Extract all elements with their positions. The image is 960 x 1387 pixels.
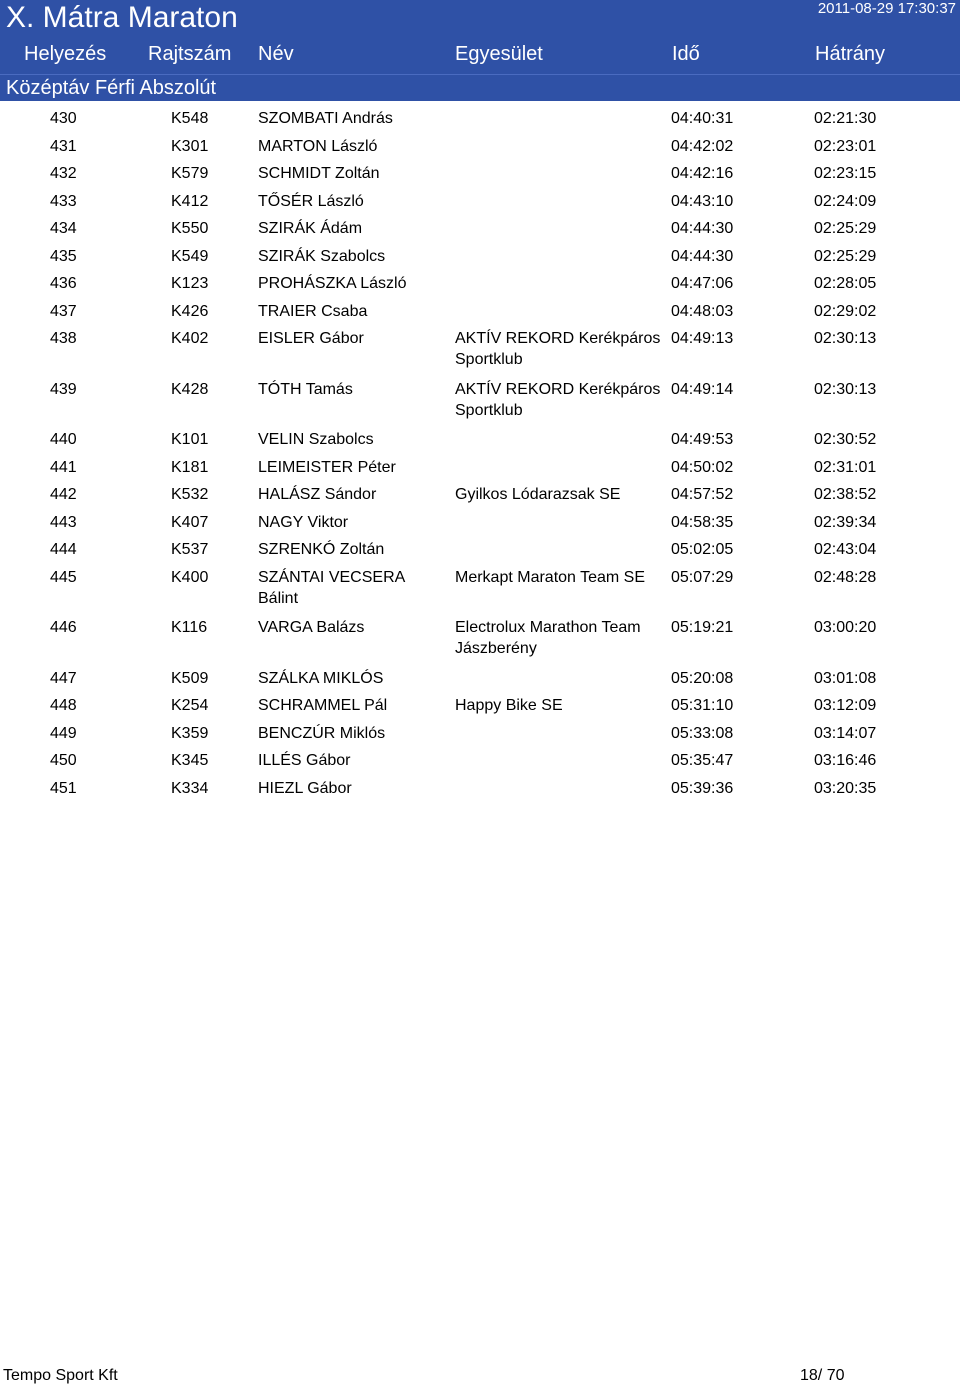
cell-gap: 02:25:29	[814, 220, 877, 237]
cell-gap: 02:31:01	[814, 458, 877, 476]
cell-time: 04:43:10	[671, 192, 734, 210]
results-table	[0, 105, 960, 802]
cell-time: 05:19:21	[671, 619, 734, 636]
cell-name: EISLER Gábor	[258, 330, 364, 347]
cell-name: SCHMIDT Zoltán	[258, 165, 380, 182]
table-row	[0, 720, 960, 748]
table-row	[0, 536, 960, 564]
cell-time: 04:42:02	[671, 137, 734, 155]
cell-bib: K101	[171, 431, 209, 448]
cell-name: SZIRÁK Ádám	[258, 220, 363, 237]
cell-gap: 03:14:07	[814, 724, 877, 742]
cell-gap: 02:48:28	[814, 568, 877, 586]
cell-bib: K181	[171, 458, 209, 476]
cell-rank: 451	[50, 779, 77, 797]
cell-bib: K407	[171, 513, 209, 531]
cell-rank: 437	[50, 302, 77, 320]
column-header-rank: Helyezés	[24, 43, 107, 65]
category-label: Középtáv Férfi Abszolút	[6, 77, 217, 99]
cell-club: Merkapt Maraton Team SE	[455, 568, 646, 586]
cell-bib: K549	[171, 247, 209, 265]
table-row	[0, 243, 960, 271]
cell-rank: 441	[50, 458, 77, 476]
cell-time: 04:47:06	[671, 275, 734, 292]
cell-rank: 446	[50, 619, 77, 636]
column-header-bib: Rajtszám	[148, 43, 232, 65]
cell-time: 04:58:35	[671, 513, 734, 531]
cell-name: HIEZL Gábor	[258, 779, 352, 797]
cell-gap: 02:23:01	[814, 137, 877, 155]
cell-bib: K123	[171, 275, 209, 292]
cell-time: 04:49:13	[671, 330, 734, 347]
cell-gap: 02:25:29	[814, 247, 877, 265]
cell-time: 05:35:47	[671, 752, 734, 769]
cell-name: TRAIER Csaba	[258, 302, 368, 320]
cell-time: 05:39:36	[671, 779, 734, 797]
table-row	[0, 747, 960, 775]
cell-gap: 02:24:09	[814, 192, 877, 210]
cell-name: SCHRAMMEL Pál	[258, 697, 388, 714]
cell-time: 05:31:10	[671, 697, 734, 714]
cell-club: Gyilkos Lódarazsak SE	[455, 486, 621, 503]
cell-name: SZÁNTAI VECSERA Bálint	[258, 568, 405, 607]
cell-gap: 02:38:52	[814, 486, 877, 503]
cell-time: 04:44:30	[671, 220, 734, 237]
cell-rank: 447	[50, 669, 77, 687]
cell-name: SZÁLKA MIKLÓS	[258, 669, 384, 687]
cell-time: 04:48:03	[671, 302, 734, 320]
cell-rank: 435	[50, 247, 77, 265]
cell-club: AKTÍV REKORD Kerékpáros Sportklub	[455, 380, 661, 419]
table-row	[0, 614, 960, 665]
cell-bib: K550	[171, 220, 209, 237]
table-row	[0, 454, 960, 482]
cell-gap: 03:16:46	[814, 752, 877, 769]
cell-gap: 02:21:30	[814, 110, 877, 127]
cell-bib: K254	[171, 697, 209, 714]
table-row	[0, 160, 960, 188]
cell-rank: 433	[50, 192, 77, 210]
footer-company: Tempo Sport Kft	[3, 1367, 118, 1384]
cell-gap: 02:43:04	[814, 541, 877, 558]
table-row	[0, 270, 960, 298]
cell-name: VELIN Szabolcs	[258, 431, 374, 448]
cell-rank: 434	[50, 220, 77, 237]
column-header-gap: Hátrány	[815, 43, 886, 65]
cell-gap: 02:39:34	[814, 513, 877, 531]
print-timestamp: 2011-08-29 17:30:37	[817, 0, 956, 17]
cell-name: MARTON László	[258, 137, 378, 155]
footer-page-number: 18/ 70	[800, 1367, 845, 1384]
cell-time: 04:40:31	[671, 110, 734, 127]
cell-club: AKTÍV REKORD Kerékpáros Sportklub	[455, 330, 661, 368]
cell-time: 04:57:52	[671, 486, 734, 503]
table-row	[0, 692, 960, 720]
cell-time: 04:50:02	[671, 458, 734, 476]
column-header-time: Idő	[672, 43, 700, 65]
cell-bib: K402	[171, 330, 209, 347]
cell-time: 04:42:16	[671, 165, 734, 182]
table-row	[0, 509, 960, 537]
cell-rank: 443	[50, 513, 77, 531]
cell-name: NAGY Viktor	[258, 513, 349, 531]
cell-rank: 436	[50, 275, 77, 292]
cell-bib: K412	[171, 192, 209, 210]
cell-name: HALÁSZ Sándor	[258, 486, 377, 503]
cell-gap: 03:00:20	[814, 619, 877, 636]
cell-bib: K509	[171, 669, 209, 687]
cell-name: ILLÉS Gábor	[258, 752, 351, 769]
cell-gap: 02:30:52	[814, 431, 877, 448]
cell-gap: 02:30:13	[814, 330, 877, 347]
cell-name: TŐSÉR László	[258, 192, 364, 210]
table-row	[0, 376, 960, 427]
cell-time: 04:44:30	[671, 247, 734, 265]
cell-bib: K345	[171, 752, 209, 769]
cell-gap: 02:23:15	[814, 165, 877, 182]
cell-time: 05:33:08	[671, 724, 734, 742]
table-row	[0, 188, 960, 216]
cell-name: BENCZÚR Miklós	[258, 724, 386, 742]
cell-name: PROHÁSZKA László	[258, 275, 407, 292]
cell-time: 04:49:14	[671, 380, 734, 398]
cell-name: TÓTH Tamás	[258, 380, 353, 398]
table-row	[0, 665, 960, 693]
cell-rank: 440	[50, 431, 77, 448]
cell-name: SZIRÁK Szabolcs	[258, 247, 386, 265]
cell-rank: 432	[50, 165, 77, 182]
cell-time: 05:07:29	[671, 568, 734, 586]
cell-rank: 448	[50, 697, 77, 714]
cell-rank: 431	[50, 137, 77, 155]
table-row	[0, 133, 960, 161]
cell-bib: K400	[171, 568, 209, 586]
table-row	[0, 105, 960, 133]
cell-time: 04:49:53	[671, 431, 734, 448]
column-header-name: Név	[258, 43, 294, 65]
table-row	[0, 215, 960, 243]
table-row	[0, 298, 960, 326]
table-row	[0, 325, 960, 376]
cell-rank: 430	[50, 110, 77, 127]
table-row	[0, 426, 960, 454]
cell-gap: 02:28:05	[814, 275, 877, 292]
cell-rank: 449	[50, 724, 77, 742]
cell-rank: 444	[50, 541, 77, 558]
cell-name: SZRENKÓ Zoltán	[258, 541, 385, 558]
cell-bib: K301	[171, 137, 209, 155]
cell-gap: 02:30:13	[814, 380, 877, 398]
cell-bib: K548	[171, 110, 209, 127]
column-header-club: Egyesület	[455, 43, 543, 65]
cell-name: VARGA Balázs	[258, 619, 365, 636]
page-title: X. Mátra Maraton	[6, 1, 238, 34]
cell-bib: K532	[171, 486, 209, 503]
cell-club: Happy Bike SE	[455, 697, 563, 714]
cell-bib: K359	[171, 724, 209, 742]
cell-gap: 03:01:08	[814, 669, 877, 687]
cell-rank: 450	[50, 752, 77, 769]
cell-club: Electrolux Marathon Team Jászberény	[455, 619, 641, 657]
category-bar	[0, 74, 960, 101]
cell-bib: K579	[171, 165, 209, 182]
cell-bib: K428	[171, 380, 209, 398]
table-row	[0, 564, 960, 615]
cell-gap: 03:12:09	[814, 697, 877, 714]
cell-bib: K116	[171, 619, 208, 636]
table-row	[0, 481, 960, 509]
table-row	[0, 775, 960, 803]
cell-bib: K537	[171, 541, 209, 558]
cell-rank: 442	[50, 486, 77, 503]
cell-rank: 439	[50, 380, 77, 398]
cell-bib: K426	[171, 302, 209, 320]
cell-gap: 02:29:02	[814, 302, 877, 320]
cell-time: 05:02:05	[671, 541, 734, 558]
cell-name: SZOMBATI András	[258, 110, 393, 127]
cell-gap: 03:20:35	[814, 779, 877, 797]
cell-rank: 438	[50, 330, 77, 347]
cell-name: LEIMEISTER Péter	[258, 458, 396, 476]
cell-time: 05:20:08	[671, 669, 734, 687]
cell-rank: 445	[50, 568, 77, 586]
cell-bib: K334	[171, 779, 209, 797]
